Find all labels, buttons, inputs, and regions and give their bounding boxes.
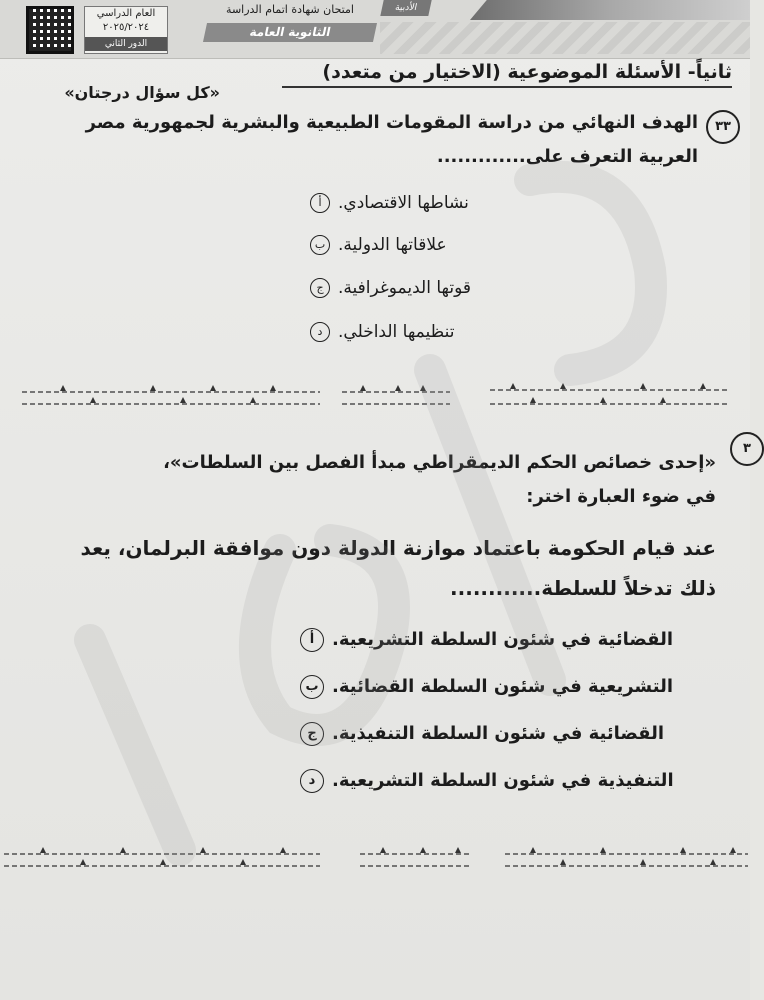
section-divider — [0, 842, 750, 872]
exam-header — [0, 0, 750, 59]
question-intro-line: «إحدى خصائص الحكم الديمقراطي مبدأ الفصل بين السلطات»، — [163, 452, 716, 473]
academic-year-box — [84, 6, 168, 54]
branch-badge: الأدبية — [380, 0, 431, 16]
answer-choice[interactable] — [310, 316, 710, 348]
choice-text: نشاطها الاقتصادي. — [338, 193, 469, 213]
answer-choice[interactable] — [300, 624, 720, 656]
choice-text: التنفيذية في شئون السلطة التشريعية. — [332, 770, 674, 791]
choice-letter: أ — [300, 628, 324, 652]
qr-code-icon — [26, 6, 74, 54]
choice-letter: د — [310, 322, 330, 342]
choice-text: قوتها الديموغرافية. — [338, 278, 471, 298]
choice-letter: أ — [310, 193, 330, 213]
question-stem-line: عند قيام الحكومة باعتماد موازنة الدولة دون موافقة البرلمان، يعد — [80, 536, 716, 560]
section-divider — [0, 382, 750, 412]
choice-letter: د — [300, 769, 324, 793]
grade-note: «كل سؤال درجتان» — [64, 83, 220, 102]
choice-letter: ب — [310, 235, 330, 255]
answer-choice[interactable] — [310, 272, 710, 304]
header-pattern — [380, 22, 750, 54]
question-intro — [16, 446, 716, 514]
question-stem-line: الهدف النهائي من دراسة المقومات الطبيعية والبشرية لجمهورية مصر — [85, 112, 698, 133]
exam-title-block — [205, 2, 375, 52]
question-stem — [18, 106, 698, 174]
choice-text: التشريعية في شئون السلطة القضائية. — [332, 676, 674, 697]
choice-letter: ج — [300, 722, 324, 746]
answer-choice[interactable] — [300, 718, 720, 750]
answer-choice[interactable] — [300, 765, 720, 797]
year-label: العام الدراسي — [96, 8, 156, 19]
choice-text: علاقاتها الدولية. — [338, 235, 447, 255]
choice-text: القضائية في شئون السلطة التشريعية. — [332, 629, 674, 650]
exam-round: الدور الثاني — [85, 37, 167, 51]
header-banner — [470, 0, 750, 20]
choice-text: القضائية في شئون السلطة التنفيذية. — [332, 723, 665, 744]
question-number: ٣٣ — [706, 110, 740, 144]
question-number: ٣ — [730, 432, 764, 466]
question-stem-line: العربية التعرف على............. — [436, 146, 698, 167]
choice-letter: ب — [300, 675, 324, 699]
question-intro-line: في ضوء العبارة اختر: — [526, 486, 716, 507]
answer-choice[interactable] — [310, 187, 710, 219]
question-stem-line: ذلك تدخلاً للسلطة............ — [450, 576, 716, 600]
choice-letter: ج — [310, 278, 330, 298]
year-value: ٢٠٢٥/٢٠٢٤ — [102, 22, 150, 33]
choice-text: تنظيمها الداخلي. — [338, 322, 455, 342]
question-stem — [6, 528, 716, 608]
exam-title: امتحان شهادة اتمام الدراسة — [226, 3, 354, 16]
section-title: ثانياً- الأسئلة الموضوعية (الاختيار من متعدد) — [282, 58, 732, 88]
answer-choice[interactable] — [300, 671, 720, 703]
exam-level: الثانوية العامة — [203, 23, 377, 42]
answer-choice[interactable] — [310, 229, 710, 261]
